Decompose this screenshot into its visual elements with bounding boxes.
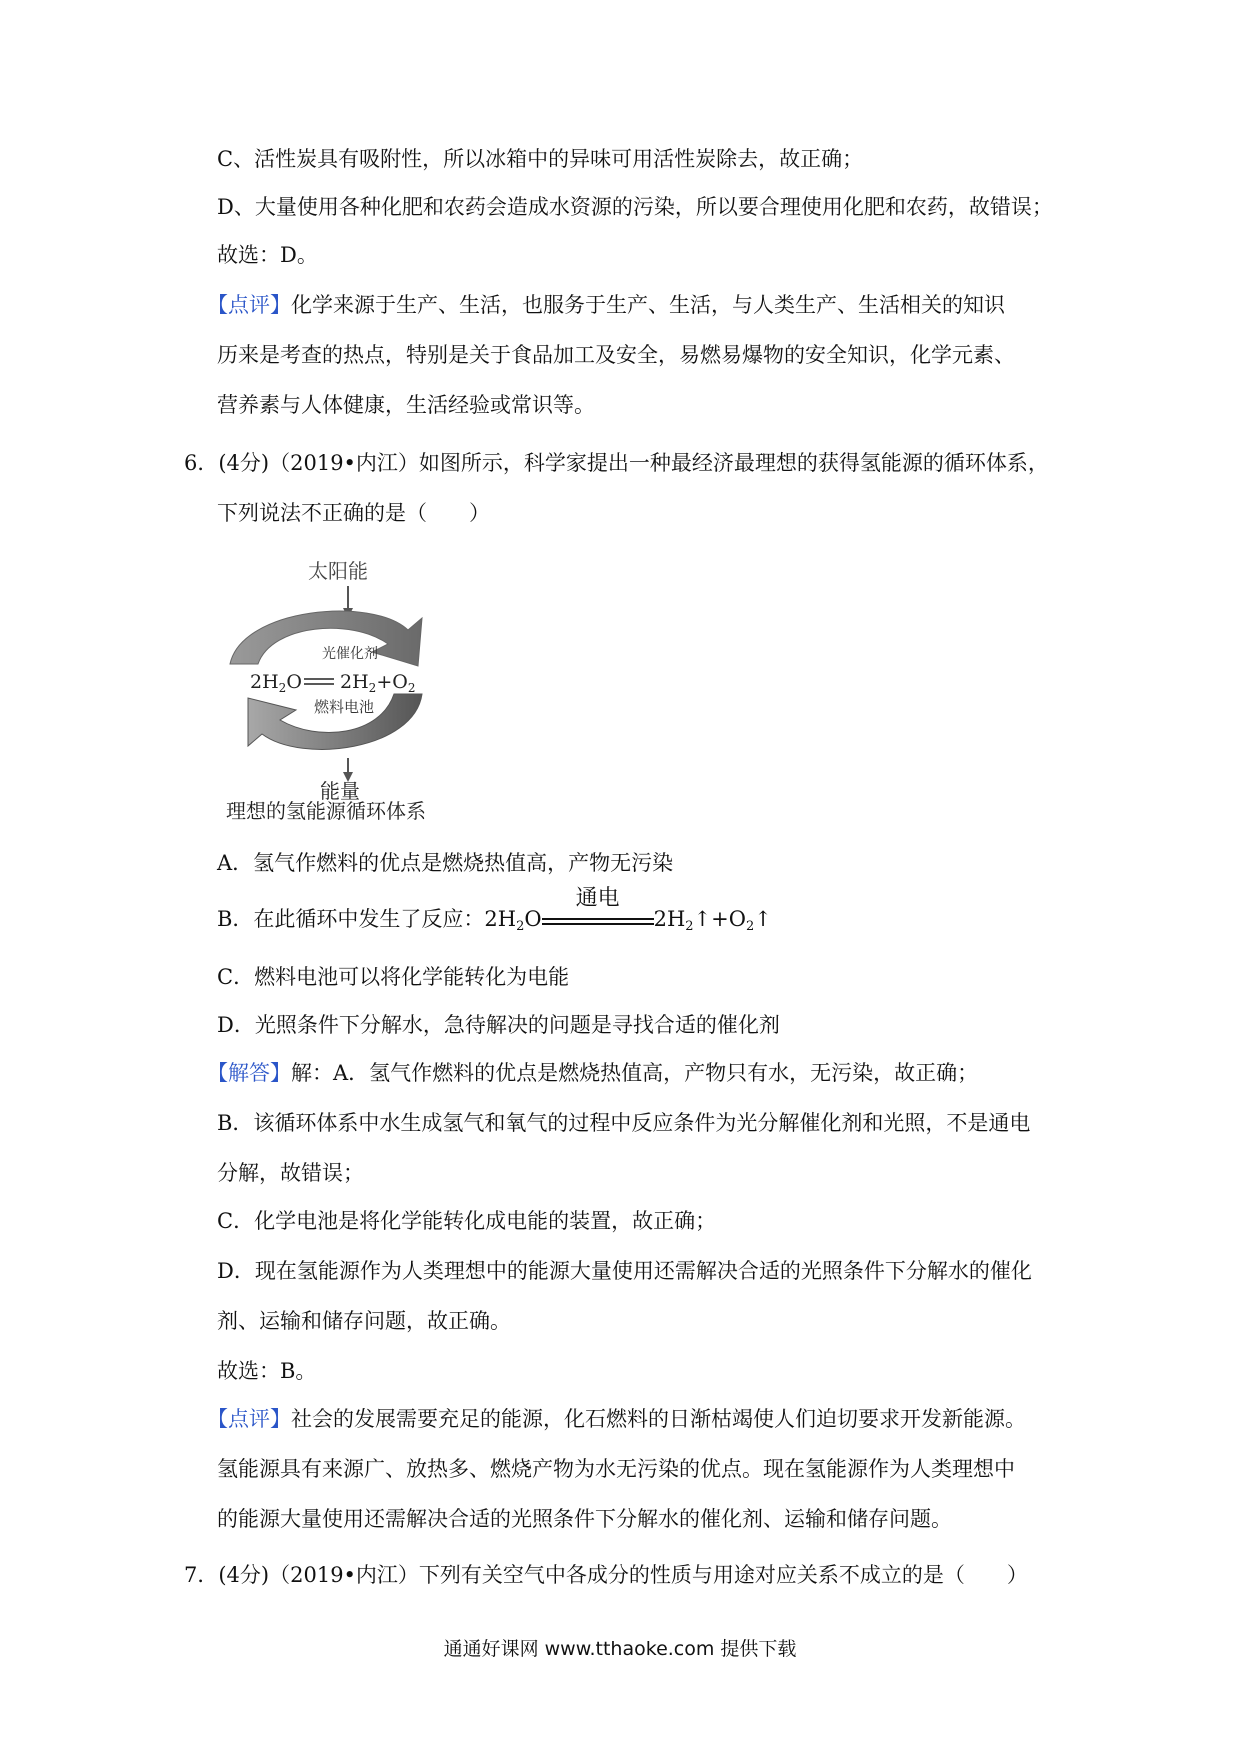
figure-caption: 理想的氢能源循环体系 [226, 799, 426, 822]
comment-tag: 【点评】 [207, 1407, 291, 1431]
option-d: D．光照条件下分解水，急待解决的问题是寻找合适的催化剂 [217, 1013, 780, 1037]
comment-text: 化学来源于生产、生活，也服务于生产、生活，与人类生产、生活相关的知识 [291, 293, 1005, 317]
comment-2-line-2: 氢能源具有来源广、放热多、燃烧产物为水无污染的优点。现在氢能源作为人类理想中 [217, 1457, 1015, 1481]
answer-line-6: 剂、运输和储存问题，故正确。 [217, 1309, 511, 1333]
answer-tag: 【解答】 [207, 1061, 291, 1085]
figure-fuel-cell-label: 燃料电池 [314, 698, 375, 716]
answer-select-1: 故选：D。 [217, 243, 318, 267]
answer-line-5: D．现在氢能源作为人类理想中的能源大量使用还需解决合适的光照条件下分解水的催化 [217, 1259, 1032, 1283]
explanation-c: C、活性炭具有吸附性，所以冰箱中的异味可用活性炭除去，故正确； [217, 147, 864, 171]
question-6-line-1: 6．(4分)（2019•内江）如图所示，科学家提出一种最经济最理想的获得氢能源的循环体系， [184, 451, 1049, 475]
comment-1-line-1 [207, 290, 1005, 320]
explanation-d: D、大量使用各种化肥和农药会造成水资源的污染，所以要合理使用化肥和农药，故错误； [217, 195, 1053, 219]
reaction-condition: 通电 [542, 904, 654, 934]
comment-tag: 【点评】 [207, 293, 291, 317]
figure-catalyst-label: 光催化剂 [322, 646, 378, 662]
footer-source: 通通好课网 www.tthaoke.com 提供下载 [443, 1638, 797, 1660]
comment-1-line-2: 历来是考查的热点，特别是关于食品加工及安全，易燃易爆物的安全知识，化学元素、 [217, 343, 1015, 367]
comment-2-line-3: 的能源大量使用还需解决合适的光照条件下分解水的催化剂、运输和储存问题。 [217, 1507, 952, 1531]
comment-2-line-1: 【点评】社会的发展需要充足的能源，化石燃料的日渐枯竭使人们迫切要求开发新能源。 [207, 1407, 1026, 1431]
figure-bottom-label: 能量 [320, 779, 360, 803]
svg-text:2H2+O2: $2H_2+O_2$ [340, 671, 416, 695]
question-7: 7．(4分)（2019•内江）下列有关空气中各成分的性质与用途对应关系不成立的是（ ） [184, 1563, 1028, 1587]
option-c: C．燃料电池可以将化学能转化为电能 [217, 965, 570, 989]
option-a: A．氢气作燃料的优点是燃烧热值高，产物无污染 [217, 851, 674, 875]
comment-1-line-3: 营养素与人体健康，生活经验或常识等。 [217, 393, 595, 417]
answer-line-2: B．该循环体系中水生成氢气和氧气的过程中反应条件为光分解催化剂和光照，不是通电 [217, 1111, 1031, 1135]
answer-line-3: 分解，故错误； [217, 1161, 364, 1185]
option-b: B．在此循环中发生了反应：$2H_2O$ 通电 $2H_2↑+O_2↑$ [217, 886, 772, 934]
figure-equation: $2H_2O$ [250, 671, 302, 695]
answer-line-1: 【解答】解：A．氢气作燃料的优点是燃烧热值高，产物只有水，无污染，故正确； [207, 1061, 979, 1085]
figure-top-label: 太阳能 [308, 559, 368, 583]
answer-select-2: 故选：B。 [217, 1359, 317, 1383]
hydrogen-cycle-diagram [222, 552, 482, 822]
question-6-line-2: 下列说法不正确的是（ ） [217, 501, 490, 525]
answer-line-4: C．化学电池是将化学能转化成电能的装置，故正确； [217, 1209, 717, 1233]
